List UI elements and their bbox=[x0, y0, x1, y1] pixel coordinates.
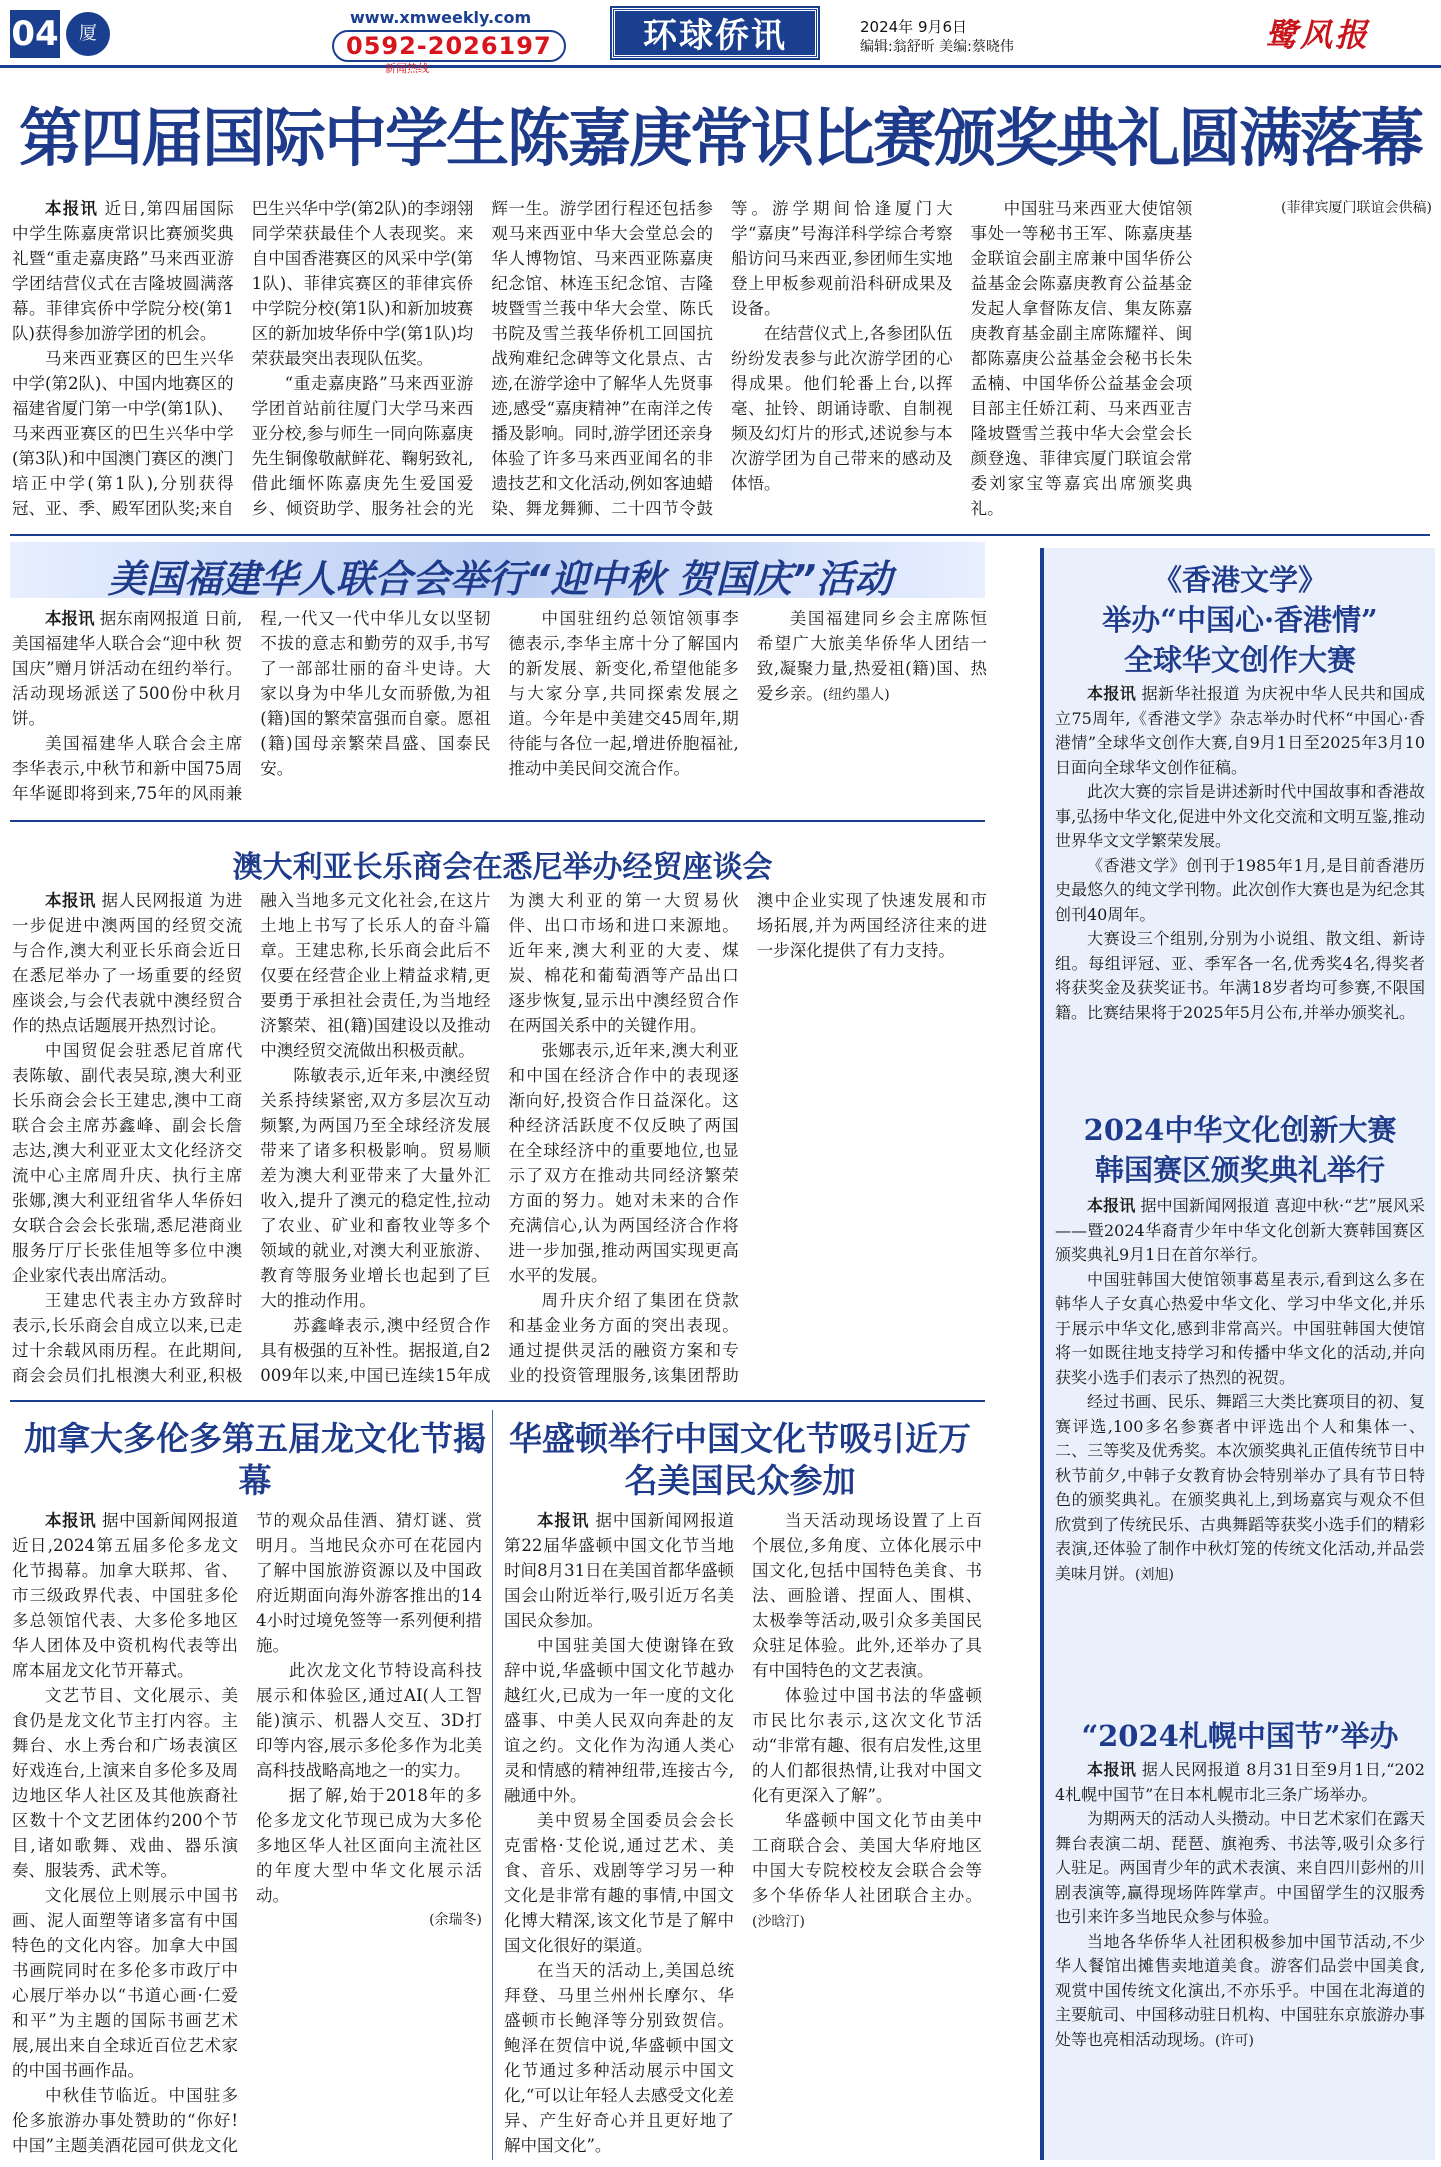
text: 当地各华侨华人社团积极参加中国节活动,不少华人餐馆出摊售卖地道美食。游客们品尝中国美食,观赏中国传统文化演出,不亦乐乎。中国在北海道的主要航司、中国移动驻日机构、中国驻东京旅游办事处等也亮相活动现场。 bbox=[1055, 1931, 1425, 2049]
paragraph: 此次龙文化节特设高科技展示和体验区,通过AI(人工智能)演示、机器人交互、3D打印等内容,展示多伦多作为北美高科技战略高地之一的实力。 bbox=[256, 1661, 482, 1780]
paragraph: 据了解,始于2018年的多伦多龙文化节现已成为大多伦多地区华人社区面向主流社区的年度大型中华文化展示活动。 bbox=[256, 1786, 482, 1905]
text: 据东南网报道 日前,美国福建华人联合会“迎中秋 贺国庆”赠月饼活动在纽约举行。活动现场派送了500份中秋月饼。 bbox=[12, 609, 243, 728]
paragraph bbox=[757, 606, 987, 708]
sidebar-story-1-title bbox=[1050, 560, 1430, 680]
lead: 本报讯 bbox=[1087, 1196, 1136, 1215]
paragraph bbox=[504, 1508, 734, 1633]
sidebar-story-3-title: “2024札幌中国节”举办 bbox=[1081, 1719, 1399, 1753]
paragraph: 苏鑫峰表示,澳中经贸合作具有极强的互补性。据报道,自2009年以来,中国已连续15年成为澳大利亚的第一大贸易伙伴、出口市场和进口来源地。近年来,澳大利亚的大麦、煤炭、棉花和葡萄酒等产品出口逐步恢复,显示出中澳经贸合作在两国关系中的关键作用。 bbox=[260, 891, 739, 1385]
sidebar-story-3-body bbox=[1055, 1758, 1425, 2158]
lead: 本报讯 bbox=[1087, 684, 1137, 703]
text: 据人民网报道 为进一步促进中澳两国的经贸交流与合作,澳大利亚长乐商会近日在悉尼举办了一场重要的经贸座谈会,与会代表就中澳经贸合作的热点话题展开热烈讨论。 bbox=[12, 891, 243, 1035]
paragraph: 陈敏表示,近年来,中澳经贸关系持续紧密,双方多层次互动频繁,为两国乃至全球经济发展带来了诸多积极影响。贸易顺差为澳大利亚带来了大量外汇收入,提升了澳元的稳定性,拉动了农业、矿业和畜牧业等多个领域的就业,对澳大利亚旅游、教育等服务业增长也起到了巨大的推动作用。 bbox=[260, 1066, 491, 1310]
article-1-body bbox=[12, 196, 1432, 531]
credit: (纽约墨人) bbox=[822, 687, 890, 703]
newspaper-logo: 鹭风报 bbox=[1265, 16, 1371, 54]
text: 据中国新闻网报道 喜迎中秋·“艺”展风采——暨2024华裔青少年中华文化创新大赛韩国赛区颁奖典礼9月1日在首尔举行。 bbox=[1055, 1196, 1425, 1264]
article-5-body bbox=[504, 1508, 982, 2158]
paragraph: 《香港文学》创刊于1985年1月,是目前香港历史最悠久的纯文学刊物。此次创作大赛也是为纪念其创刊40周年。 bbox=[1055, 855, 1425, 924]
divider bbox=[10, 1400, 985, 1402]
paragraph: 美国福建华人联合会主席李华表示,中秋节和新中国75周年华诞即将到来,75年的风雨兼程,一代又一代中华儿女以坚韧不拔的意志和勤劳的双手,书写了一部部壮丽的奋斗史诗。大家以身为中华儿女而骄傲,为祖(籍)国的繁荣富强而自豪。愿祖(籍)国母亲繁荣昌盛、国泰民安。 bbox=[12, 609, 491, 803]
paragraph: 当天活动现场设置了上百个展位,多角度、立体化展示中国文化,包括中国特色美食、书法、画脸谱、捏面人、围棋、太极拳等活动,吸引众多美国民众驻足体验。此外,还举办了具有中国特色的文艺表演。 bbox=[752, 1511, 982, 1680]
seal-icon: 厦 bbox=[66, 12, 110, 56]
paragraph: 在当天的活动上,美国总统拜登、马里兰州州长摩尔、华盛顿市长鲍泽等分别致贺信。鲍泽在贺信中说,华盛顿中国文化节通过多种活动展示中国文化,“可以让年轻人去感受文化差异、产生好奇心并且更好地了解中国文化”。 bbox=[504, 1961, 734, 2155]
credit: (余瑞冬) bbox=[429, 1912, 482, 1928]
credit: (许可) bbox=[1215, 2032, 1254, 2049]
paragraph: 中国驻纽约总领馆领事李德表示,李华主席十分了解国内的新发展、新变化,希望他能多与大家分享,共同探索发展之道。今年是中美建交45周年,期待能与各位一起,增进侨胞福祉,推动中美民间交流合作。 bbox=[508, 609, 739, 778]
paragraph: 马来西亚赛区的巴生兴华中学(第2队)、中国内地赛区的福建省厦门第一中学(第1队)、马来西亚赛区的巴生兴华中学(第3队)和中国澳门赛区的澳门培正中学(第1队),分别获得冠、亚、季、殿军团队奖;来自巴生兴华中学(第2队)的李翊翎同学荣获最佳个人表现奖。来自中国香港赛区的风采中学(第1队)、菲律宾赛区的菲律宾侨中学院分校(第1队)和新加坡赛区的新加坡华侨中学(第1队)均荣获最突出表现队伍奖。 bbox=[12, 199, 474, 518]
paragraph: 中国驻美国大使谢锋在致辞中说,华盛顿中国文化节越办越红火,已成为一年一度的文化盛事、中美人民双向奔赴的友谊之约。文化作为沟通人类心灵和情感的精神纽带,连接古今,融通中外。 bbox=[504, 1636, 734, 1805]
article-3-title: 澳大利亚长乐商会在悉尼举办经贸座谈会 bbox=[232, 850, 773, 885]
article-4-body bbox=[12, 1508, 482, 2158]
paragraph bbox=[12, 196, 234, 346]
title-line: 举办“中国心·香港情” bbox=[1102, 603, 1378, 637]
title-line: 2024中华文化创新大赛 bbox=[1083, 1113, 1397, 1147]
text: 据新华社报道 为庆祝中华人民共和国成立75周年,《香港文学》杂志举办时代杯“中国心·香港情”全球华文创作大赛,自9月1日至2025年3月10日面向全球华文创作征稿。 bbox=[1055, 684, 1425, 777]
column-divider bbox=[492, 1410, 493, 2160]
paragraph: 中秋佳节临近。中国驻多伦多旅游办事处赞助的“你好!中国”主题美酒花园可供龙文化节的观众品佳酒、猜灯谜、赏明月。当地民众亦可在花园内了解中国旅游资源以及中国政府近期面向海外游客推出的144小时过境免签等一系列便利措施。 bbox=[12, 1511, 482, 2155]
paragraph: 王建忠代表主办方致辞时表示,长乐商会自成立以来,已走过十余载风雨历程。在此期间,商会会员们扎根澳大利亚,积极融入当地多元文化社会,在这片土地上书写了长乐人的奋斗篇章。王建忠称,长乐商会此后不仅要在经营企业上精益求精,更要勇于承担社会责任,为当地经济繁荣、祖(籍)国建设以及推动中澳经贸交流做出积极贡献。 bbox=[12, 891, 491, 1385]
lead: 本报讯 bbox=[45, 891, 96, 910]
paragraph: 文化展位上则展示中国书画、泥人面塑等诸多富有中国特色的文化内容。加拿大中国书画院同时在多伦多市政厅中心展厅举办以“书道心画·仁爱和平”为主题的国际书画艺术展,展出来自全球近百位艺术家的中国书画作品。 bbox=[12, 1886, 238, 2080]
editors: 编辑:翁舒昕 美编:蔡晓伟 bbox=[860, 39, 1014, 55]
paragraph bbox=[12, 888, 242, 1038]
headline: 第四届国际中学生陈嘉庚常识比赛颁奖典礼圆满落幕 bbox=[19, 101, 1422, 175]
paragraph: 此次大赛的宗旨是讲述新时代中国故事和香港故事,弘扬中华文化,促进中外文化交流和文明互鉴,推动世界华文文学繁荣发展。 bbox=[1055, 782, 1425, 850]
title-line: 《香港文学》 bbox=[1152, 563, 1327, 597]
paragraph: 中国驻韩国大使馆领事葛星表示,看到这么多在韩华人子女真心热爱中华文化、学习中华文化,并乐于展示中华文化,感到非常高兴。中国驻韩国大使馆将一如既往地支持学习和传播中华文化的活动,并向获奖小选手们表示了热烈的祝贺。 bbox=[1055, 1269, 1425, 1387]
paragraph bbox=[1055, 1194, 1425, 1268]
lead: 本报讯 bbox=[1087, 1760, 1137, 1779]
article-5-title: 华盛顿举行中国文化节吸引近万名美国民众参加 bbox=[509, 1419, 971, 1500]
title-line: 全球华文创作大赛 bbox=[1123, 643, 1356, 677]
website[interactable]: www.xmweekly.com bbox=[350, 8, 532, 27]
text: 华盛顿中国文化节由美中工商联合会、美国大华府地区中国大专院校校友会联合会等多个华侨华人社团联合主办。 bbox=[752, 1811, 982, 1905]
paragraph bbox=[752, 1808, 982, 1935]
hotline-label: 新闻热线 bbox=[385, 62, 429, 75]
credit: (刘旭) bbox=[1135, 1566, 1174, 1583]
paragraph: 张娜表示,近年来,澳大利亚和中国在经济合作中的表现逐渐向好,投资合作日益深化。这种经济活跃度不仅反映了两国在全球经济中的重要地位,也显示了双方在推动共同经济繁荣方面的努力。她对未来的合作充满信心,认为两国经济合作将进一步加强,推动两国实现更高水平的发展。 bbox=[508, 1041, 739, 1285]
paragraph: 美中贸易全国委员会会长克雷格·艾伦说,通过艺术、美食、音乐、戏剧等学习另一种文化是非常有趣的事情,中国文化博大精深,该文化节是了解中国文化很好的渠道。 bbox=[504, 1811, 734, 1955]
paragraph: 周升庆介绍了集团在贷款和基金业务方面的突出表现。通过提供灵活的融资方案和专业的投资管理服务,该集团帮助澳中企业实现了快速发展和市场拓展,并为两国经济往来的进一步深化提供了有力支持。 bbox=[508, 891, 987, 1385]
issue-date: 2024年 9月6日 bbox=[860, 18, 968, 36]
lead: 本报讯 bbox=[45, 199, 99, 218]
text: 近日,第四届国际中学生陈嘉庚常识比赛颁奖典礼暨“重走嘉庚路”马来西亚游学团结营仪式在吉隆坡圆满落幕。菲律宾侨中学院分校(第1队)获得参加游学团的机会。 bbox=[12, 199, 234, 343]
article-3-body bbox=[12, 888, 987, 1393]
paragraph: 在结营仪式上,各参团队伍纷纷发表参与此次游学团的心得成果。他们轮番上台,以挥毫、扯铃、朗诵诗歌、自制视频及幻灯片的形式,述说参与本次游学团为自己带来的感动及体悟。 bbox=[730, 324, 953, 493]
paragraph: 中国贸促会驻悉尼首席代表陈敏、副代表吴琼,澳大利亚长乐商会会长王建忠,澳中工商联合会主席苏鑫峰、副会长詹志达,澳大利亚亚太文化经济交流中心主席周升庆、执行主席张娜,澳大利亚纽省华人华侨妇女联合会会长张瑞,悉尼港商业服务厅厅长张佳旭等多位中澳企业家代表出席活动。 bbox=[12, 1041, 243, 1285]
paragraph bbox=[1055, 1390, 1425, 1587]
paragraph bbox=[12, 1508, 238, 1683]
text: 美国福建同乡会主席陈恒希望广大旅美华侨华人团结一致,凝聚力量,热爱祖(籍)国、热爱乡亲。 bbox=[756, 609, 987, 703]
paragraph: 文艺节目、文化展示、美食仍是龙文化节主打内容。主舞台、水上秀台和广场表演区好戏连台,上演来自多伦多及周边地区华人社区及其他族裔社区数十个文艺团体约200个节目,诸如歌舞、戏曲、器乐演奏、服装秀、武术等。 bbox=[12, 1686, 238, 1880]
paragraph bbox=[12, 606, 242, 731]
text: 据人民网报道 8月31日至9月1日,“2024札幌中国节”在日本札幌市北三条广场举办。 bbox=[1055, 1760, 1425, 1804]
lead: 本报讯 bbox=[45, 609, 95, 628]
sidebar-story-2-title bbox=[1050, 1110, 1430, 1190]
hotline-phone: 0592-2026197 bbox=[332, 30, 566, 62]
paragraph bbox=[1055, 682, 1425, 780]
divider bbox=[10, 534, 1430, 536]
credit: (沙晗汀) bbox=[752, 1914, 805, 1930]
sidebar-story-1-body bbox=[1055, 682, 1425, 1100]
paragraph: 体验过中国书法的华盛顿市民比尔表示,这次文化节活动“非常有趣、很有启发性,这里的人们都很热情,让我对中国文化有更深入了解”。 bbox=[752, 1686, 982, 1805]
page-header bbox=[0, 0, 1441, 75]
text: 据中国新闻网报道 近日,2024第五届多伦多龙文化节揭幕。加拿大联邦、省、市三级政界代表、中国驻多伦多总领馆代表、大多伦多地区华人团体及中资机构代表等出席本届龙文化节开幕式。 bbox=[12, 1511, 239, 1680]
paragraph bbox=[1055, 1758, 1425, 1807]
lead: 本报讯 bbox=[45, 1511, 97, 1530]
page-number: 04 bbox=[10, 10, 60, 58]
divider bbox=[10, 820, 985, 822]
sidebar-story-2-body bbox=[1055, 1194, 1425, 1712]
credit: (菲律宾厦门联谊会供稿) bbox=[1281, 200, 1432, 216]
text: 经过书画、民乐、舞蹈三大类比赛项目的初、复赛评选,100多名参赛者中评选出个人和集体一、二、三等奖及优秀奖。本次颁奖典礼正值传统节日中秋节前夕,中韩子女教育协会特别举办了具有节日特色的颁奖典礼。在颁奖典礼上,到场嘉宾与观众不但欣赏到了传统民乐、古典舞蹈等获奖小选手们的精彩表演,还体验了制作中秋灯笼的传统文化活动,并品尝美味月饼。 bbox=[1055, 1392, 1425, 1583]
title-line: 韩国赛区颁奖典礼举行 bbox=[1094, 1153, 1385, 1187]
text: 据中国新闻网报道 第22届华盛顿中国文化节当地时间8月31日在美国首都华盛顿国会山附近举行,吸引近万名美国民众参加。 bbox=[504, 1511, 735, 1630]
column-name: 环球侨讯 bbox=[612, 8, 818, 58]
article-2-title: 美国福建华人联合会举行“迎中秋 贺国庆”活动 bbox=[107, 557, 893, 601]
paragraph: 大赛设三个组别,分别为小说组、散文组、新诗组。每组评冠、亚、季军各一名,优秀奖4名,得奖者将获奖金及获奖证书。年满18岁者均可参赛,不限国籍。比赛结果将于2025年5月公布,并举办颁奖礼。 bbox=[1055, 929, 1425, 1022]
paragraph: 中国驻马来西亚大使馆领事处一等秘书王军、陈嘉庚基金联谊会副主席兼中国华侨公益基金会陈嘉庚教育公益基金发起人拿督陈友信、集友陈嘉庚教育基金副主席陈耀祥、闽都陈嘉庚公益基金会秘书长朱孟楠、中国华侨公益基金会项目部主任娇江莉、马来西亚吉隆坡暨雪兰莪中华大会堂会长颜登逸、菲律宾厦门联谊会常委刘家宝等嘉宾出席颁奖典礼。 bbox=[970, 199, 1193, 518]
article-4-title: 加拿大多伦多第五届龙文化节揭幕 bbox=[24, 1419, 486, 1500]
article-2-body bbox=[12, 606, 987, 806]
lead: 本报讯 bbox=[537, 1511, 590, 1530]
paragraph: “重走嘉庚路”马来西亚游学团首站前往厦门大学马来西亚分校,参与师生一同向陈嘉庚先生铜像敬献鲜花、鞠躬致礼,借此缅怀陈嘉庚先生爱国爱乡、倾资助学、服务社会的光辉一生。游学团行程还包括参观马来西亚中华大会堂总会的华人博物馆、马来西亚陈嘉庚纪念馆、林连玉纪念馆、吉隆坡暨雪兰莪中华大会堂、陈氏书院及雪兰莪华侨机工回国抗战殉难纪念碑等文化景点、古迹,在游学途中了解华人先贤事迹,感受“嘉庚精神”在南洋之传播及影响。同时,游学团还亲身体验了许多马来西亚闻名的非遗技艺和文化活动,例如客迪蜡染、舞龙舞狮、二十四节令鼓等。游学期间恰逢厦门大学“嘉庚”号海洋科学综合考察船访问马来西亚,参团师生实地登上甲板参观前沿科研成果及设备。 bbox=[251, 199, 953, 518]
paragraph bbox=[1055, 1930, 1425, 2054]
paragraph: 为期两天的活动人头攒动。中日艺术家们在露天舞台表演二胡、琵琶、旗袍秀、书法等,吸引众多行人驻足。两国青少年的武术表演、来自四川彭州的川剧表演等,赢得现场阵阵掌声。中国留学生的汉服秀也引来许多当地民众参与体验。 bbox=[1055, 1809, 1425, 1926]
